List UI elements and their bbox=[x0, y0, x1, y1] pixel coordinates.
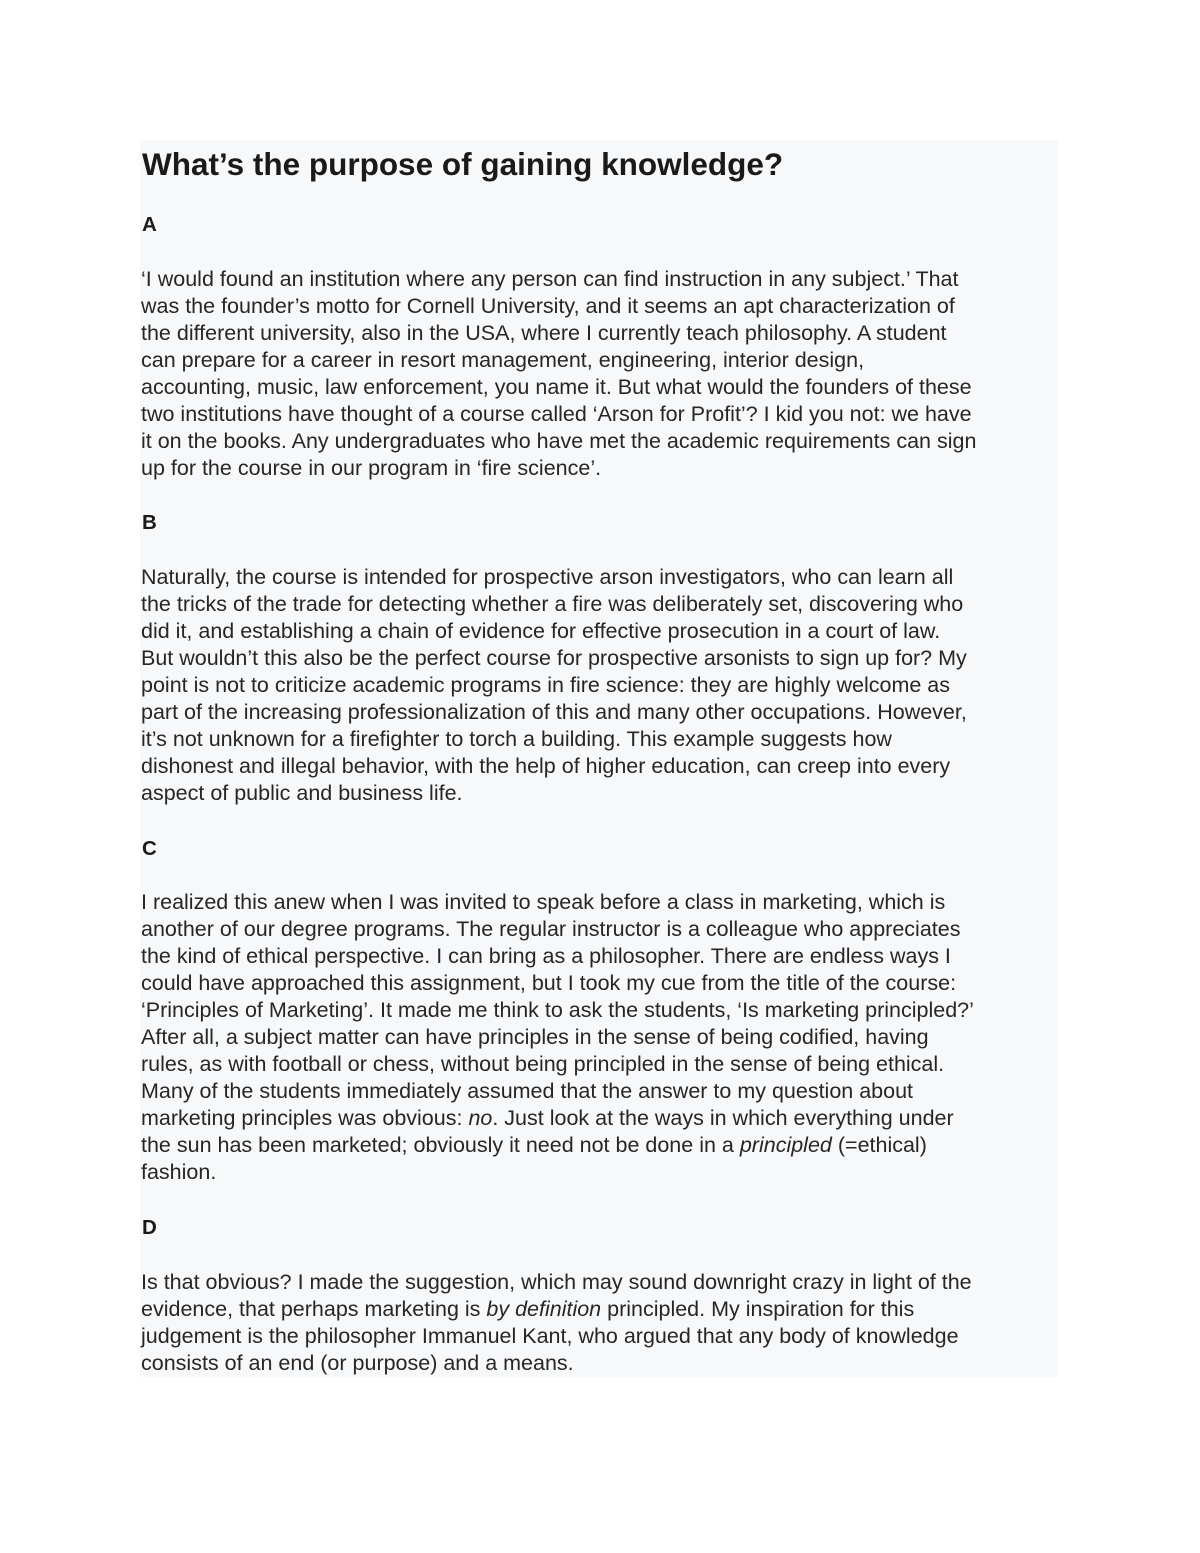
paragraph-line: two institutions have thought of a course called ‘Arson for Profit’? I kid you not: we have bbox=[141, 402, 972, 426]
text-run: the sun has been marketed; obviously it need not be done in a bbox=[141, 1133, 740, 1157]
paragraph-line: After all, a subject matter can have principles in the sense of being codified, having bbox=[141, 1025, 929, 1049]
paragraph-line: up for the course in our program in ‘fire science’. bbox=[141, 456, 602, 480]
paragraph-line: accounting, music, law enforcement, you name it. But what would the founders of these bbox=[141, 375, 972, 399]
paragraph-line: dishonest and illegal behavior, with the help of higher education, can creep into every bbox=[141, 754, 951, 778]
paragraph-line: can prepare for a career in resort management, engineering, interior design, bbox=[141, 348, 865, 372]
paragraph-line: I realized this anew when I was invited to speak before a class in marketing, which is bbox=[141, 890, 946, 914]
paragraph-line: ‘I would found an institution where any person can find instruction in any subject.’ That bbox=[141, 267, 959, 291]
paragraph-line: the kind of ethical perspective. I can bring as a philosopher. There are endless ways I bbox=[141, 944, 951, 968]
paragraph-line: could have approached this assignment, but I took my cue from the title of the course: bbox=[141, 971, 957, 995]
paragraph-line: point is not to criticize academic programs in fire science: they are highly welcome as bbox=[141, 673, 950, 697]
paragraph-line: it’s not unknown for a firefighter to torch a building. This example suggests how bbox=[141, 727, 892, 751]
paragraph-line: another of our degree programs. The regular instructor is a colleague who appreciates bbox=[141, 917, 961, 941]
paragraph-line: the different university, also in the USA, where I currently teach philosophy. A student bbox=[141, 321, 947, 345]
paragraph-line: Naturally, the course is intended for prospective arson investigators, who can learn all bbox=[141, 565, 954, 589]
text-run: evidence, that perhaps marketing is bbox=[141, 1297, 487, 1321]
paragraph-line: Many of the students immediately assumed that the answer to my question about bbox=[141, 1079, 914, 1103]
text-run: . Just look at the ways in which everything under bbox=[492, 1106, 954, 1130]
emphasis-text: no bbox=[468, 1106, 493, 1130]
text-run: principled. My inspiration for this bbox=[601, 1297, 915, 1321]
paragraph-line: judgement is the philosopher Immanuel Kant, who argued that any body of knowledge bbox=[141, 1324, 959, 1348]
paragraph-line: rules, as with football or chess, without being principled in the sense of being ethical. bbox=[141, 1052, 945, 1076]
paragraph-line: But wouldn’t this also be the perfect course for prospective arsonists to sign up for? My bbox=[141, 646, 967, 670]
paragraph-line: the tricks of the trade for detecting whether a fire was deliberately set, discovering who bbox=[141, 592, 964, 616]
text-run: (=ethical) bbox=[831, 1133, 927, 1157]
emphasis-text: by definition bbox=[486, 1297, 602, 1321]
paragraph-line bbox=[141, 1105, 954, 1132]
section-heading-a: A bbox=[142, 213, 157, 236]
paragraph-line: Is that obvious? I made the suggestion, which may sound downright crazy in light of the bbox=[141, 1270, 972, 1294]
paragraph-line: aspect of public and business life. bbox=[141, 781, 463, 805]
document-title: What’s the purpose of gaining knowledge? bbox=[142, 146, 784, 182]
text-run: marketing principles was obvious: bbox=[141, 1106, 469, 1130]
paragraph-line bbox=[141, 1132, 927, 1159]
section-heading-c: C bbox=[142, 837, 157, 860]
paragraph-line: was the founder’s motto for Cornell University, and it seems an apt characterization of bbox=[141, 294, 955, 318]
paragraph-line: did it, and establishing a chain of evidence for effective prosecution in a court of law. bbox=[141, 619, 941, 643]
paragraph-line: fashion. bbox=[141, 1160, 217, 1184]
paragraph-line: it on the books. Any undergraduates who have met the academic requirements can sign bbox=[141, 429, 977, 453]
section-heading-d: D bbox=[142, 1216, 157, 1239]
paragraph-line bbox=[141, 1296, 914, 1323]
paragraph-line: consists of an end (or purpose) and a means. bbox=[141, 1351, 574, 1375]
emphasis-text: principled bbox=[739, 1133, 832, 1157]
paragraph-line: ‘Principles of Marketing’. It made me think to ask the students, ‘Is marketing principled?’ bbox=[141, 998, 974, 1022]
section-heading-b: B bbox=[142, 511, 157, 534]
paragraph-line: part of the increasing professionalization of this and many other occupations. However, bbox=[141, 700, 967, 724]
